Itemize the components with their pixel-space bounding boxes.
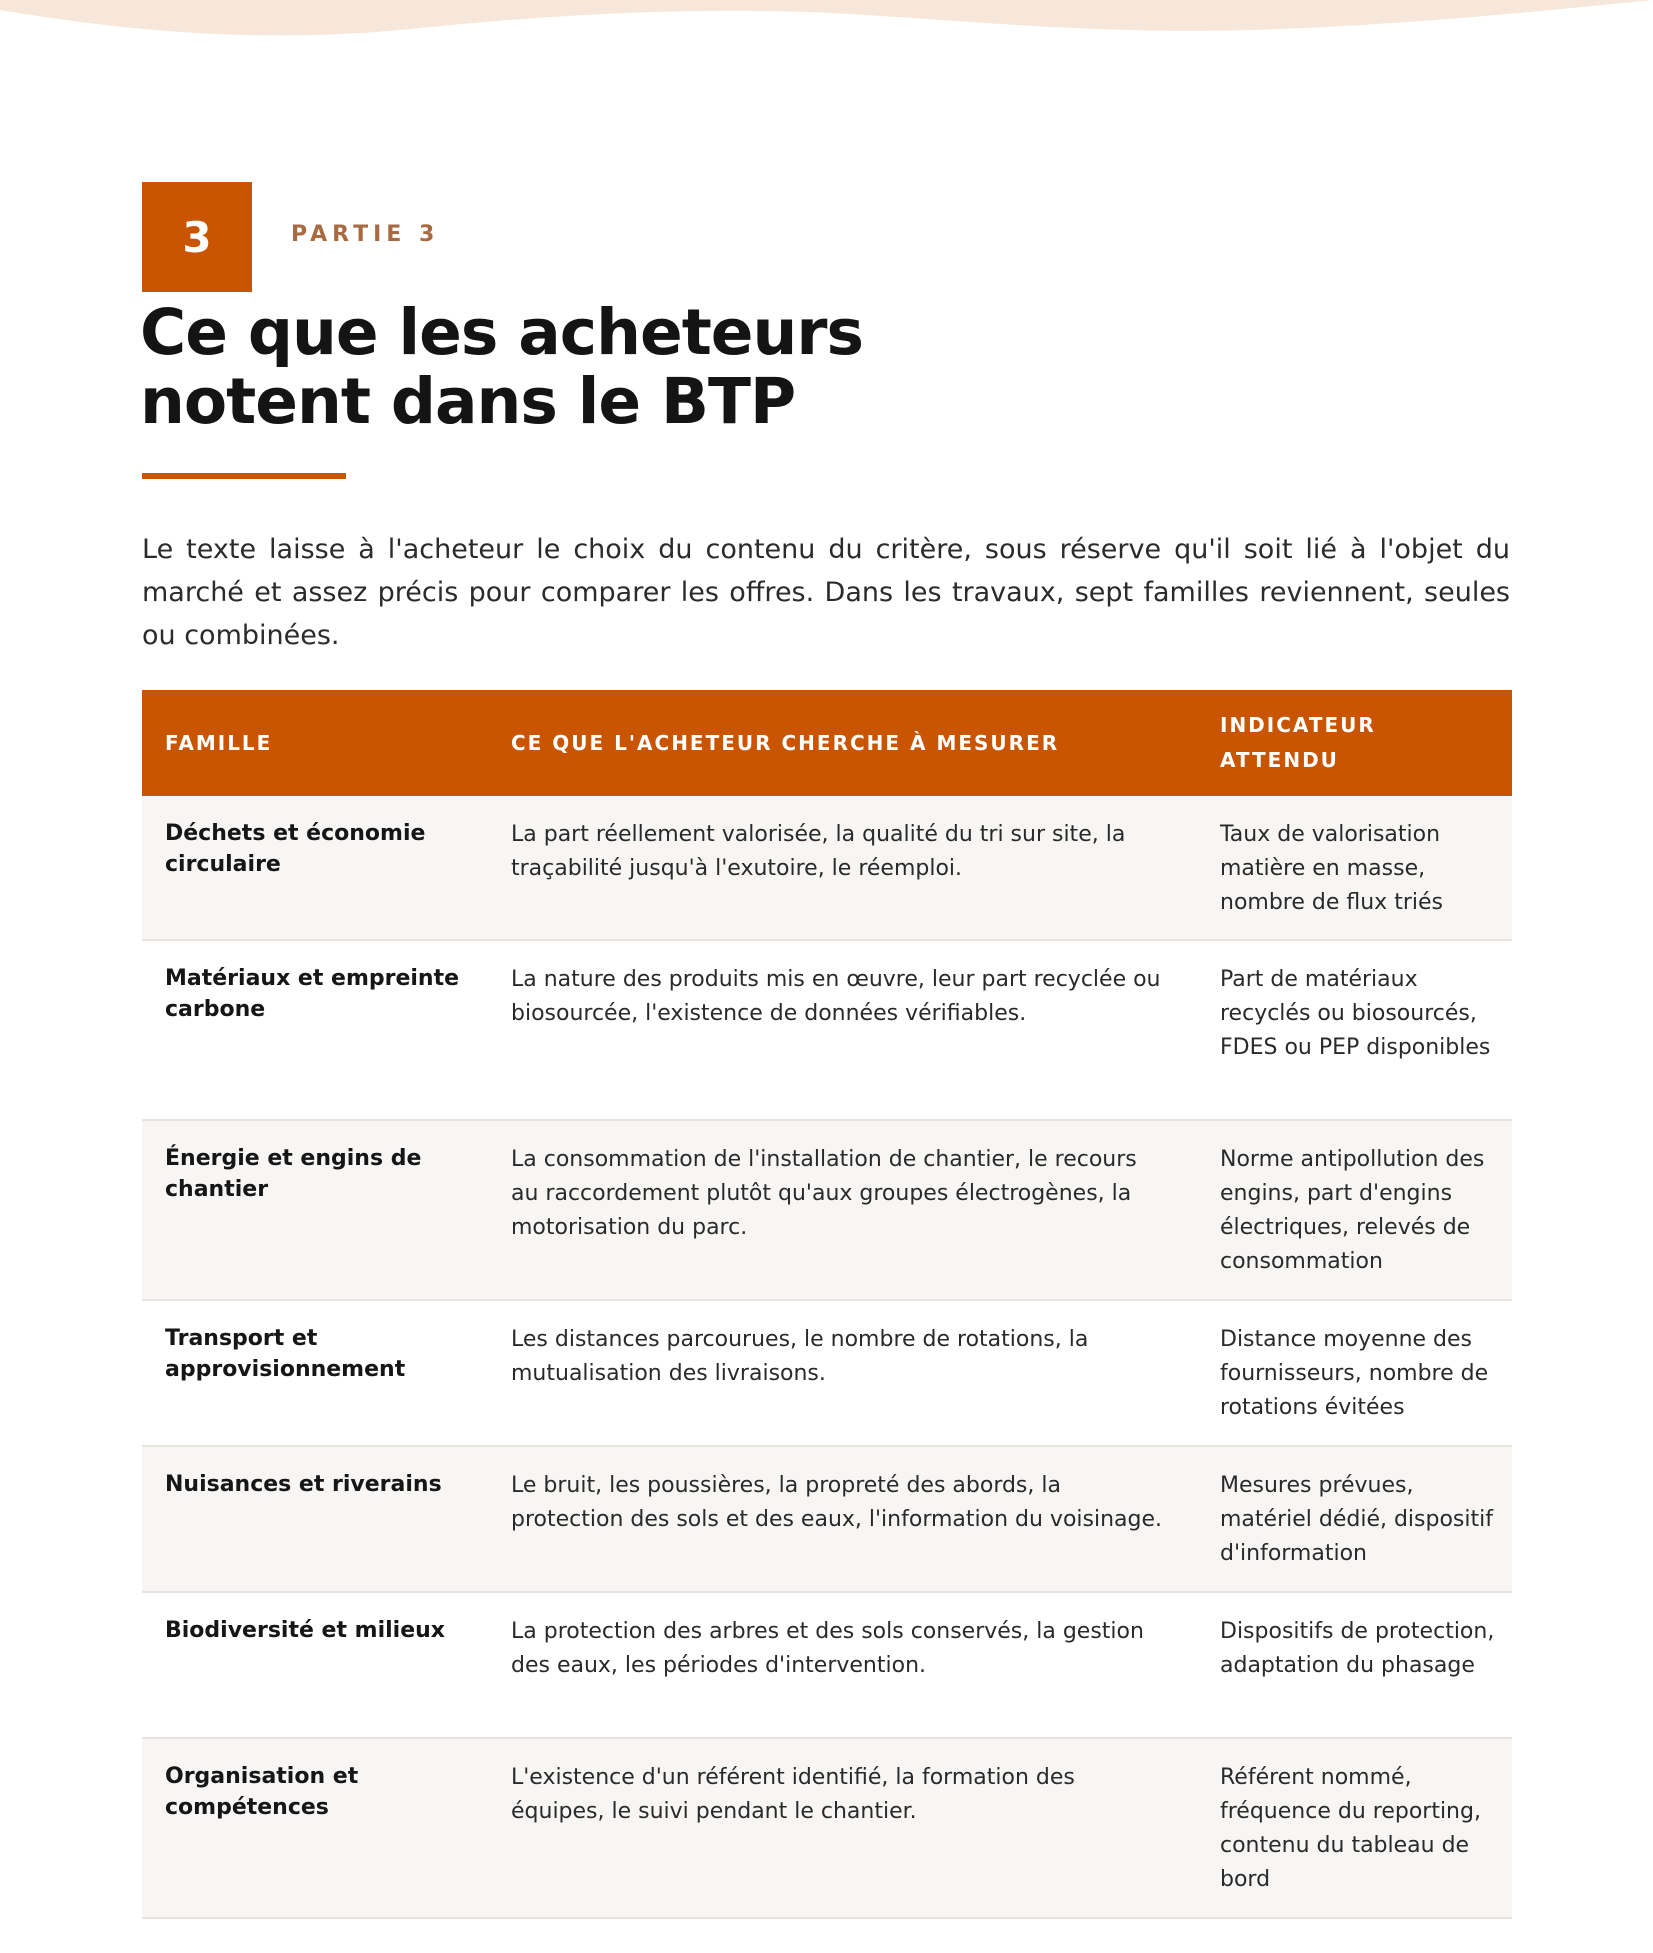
cell-famille: Matériaux et empreinte carbone bbox=[165, 966, 460, 1022]
cell-indicateur: Norme antipollution des engins, part d'engins électriques, relevés de consommation bbox=[1220, 1147, 1485, 1274]
cell-indicateur: Taux de valorisation matière en masse, nombre de flux triés bbox=[1220, 822, 1443, 915]
table-header bbox=[142, 690, 1512, 796]
header-indicateur: INDICATEUR ATTENDU bbox=[1220, 713, 1376, 772]
cell-indicateur: Part de matériaux recyclés ou biosourcés, FDES ou PEP disponibles bbox=[1220, 967, 1491, 1060]
cell-famille: Déchets et économie circulaire bbox=[165, 821, 426, 877]
page-title-line: notent dans le BTP bbox=[140, 365, 796, 438]
header-mesure: CE QUE L'ACHETEUR CHERCHE À MESURER bbox=[511, 730, 1060, 755]
cell-famille: Transport et approvisionnement bbox=[165, 1326, 406, 1382]
section-number-badge: 3 bbox=[142, 182, 252, 292]
criteria-table bbox=[142, 690, 1512, 1919]
cell-famille: Nuisances et riverains bbox=[165, 1472, 442, 1497]
header-famille: FAMILLE bbox=[165, 730, 273, 755]
table-row bbox=[142, 1301, 1512, 1447]
cell-mesure: Le bruit, les poussières, la propreté des abords, la protection des sols et des eaux, l'information du voisinage. bbox=[511, 1473, 1163, 1532]
cell-famille: Organisation et compétences bbox=[165, 1764, 359, 1820]
table-row bbox=[142, 1121, 1512, 1301]
cell-mesure: La protection des arbres et des sols conservés, la gestion des eaux, les périodes d'intervention. bbox=[511, 1619, 1144, 1678]
decorative-wave bbox=[0, 0, 1653, 40]
cell-indicateur: Référent nommé, fréquence du reporting, contenu du tableau de bord bbox=[1220, 1765, 1481, 1892]
cell-mesure: Les distances parcourues, le nombre de rotations, la mutualisation des livraisons. bbox=[511, 1327, 1089, 1386]
page-title bbox=[140, 298, 863, 436]
cell-indicateur: Mesures prévues, matériel dédié, dispositif d'information bbox=[1220, 1473, 1493, 1566]
intro-paragraph: Le texte laisse à l'acheteur le choix du contenu du critère, sous réserve qu'il soit lié à l'objet du marché et assez précis pour comparer les offres. Dans les travaux, sept familles reviennent, seules ou combinées. bbox=[142, 534, 1510, 651]
table-row bbox=[142, 1447, 1512, 1593]
page-title-line: Ce que les acheteurs bbox=[140, 296, 863, 369]
table-row bbox=[142, 796, 1512, 941]
cell-mesure: L'existence d'un référent identifié, la formation des équipes, le suivi pendant le chantier. bbox=[511, 1765, 1075, 1824]
cell-mesure: La part réellement valorisée, la qualité du tri sur site, la traçabilité jusqu'à l'exutoire, le réemploi. bbox=[511, 822, 1126, 881]
table-row bbox=[142, 1593, 1512, 1739]
cell-mesure: La nature des produits mis en œuvre, leur part recyclée ou biosourcée, l'existence de données vérifiables. bbox=[511, 967, 1161, 1026]
section-label: PARTIE 3 bbox=[291, 222, 440, 247]
table-row bbox=[142, 941, 1512, 1121]
title-underline bbox=[142, 473, 346, 479]
cell-indicateur: Distance moyenne des fournisseurs, nombre de rotations évitées bbox=[1220, 1327, 1489, 1420]
cell-famille: Biodiversité et milieux bbox=[165, 1618, 445, 1643]
table-row bbox=[142, 1739, 1512, 1919]
cell-mesure: La consommation de l'installation de chantier, le recours au raccordement plutôt qu'aux groupes électrogènes, la motorisation du parc. bbox=[511, 1147, 1137, 1240]
cell-famille: Énergie et engins de chantier bbox=[165, 1146, 422, 1202]
cell-indicateur: Dispositifs de protection, adaptation du phasage bbox=[1220, 1619, 1495, 1678]
